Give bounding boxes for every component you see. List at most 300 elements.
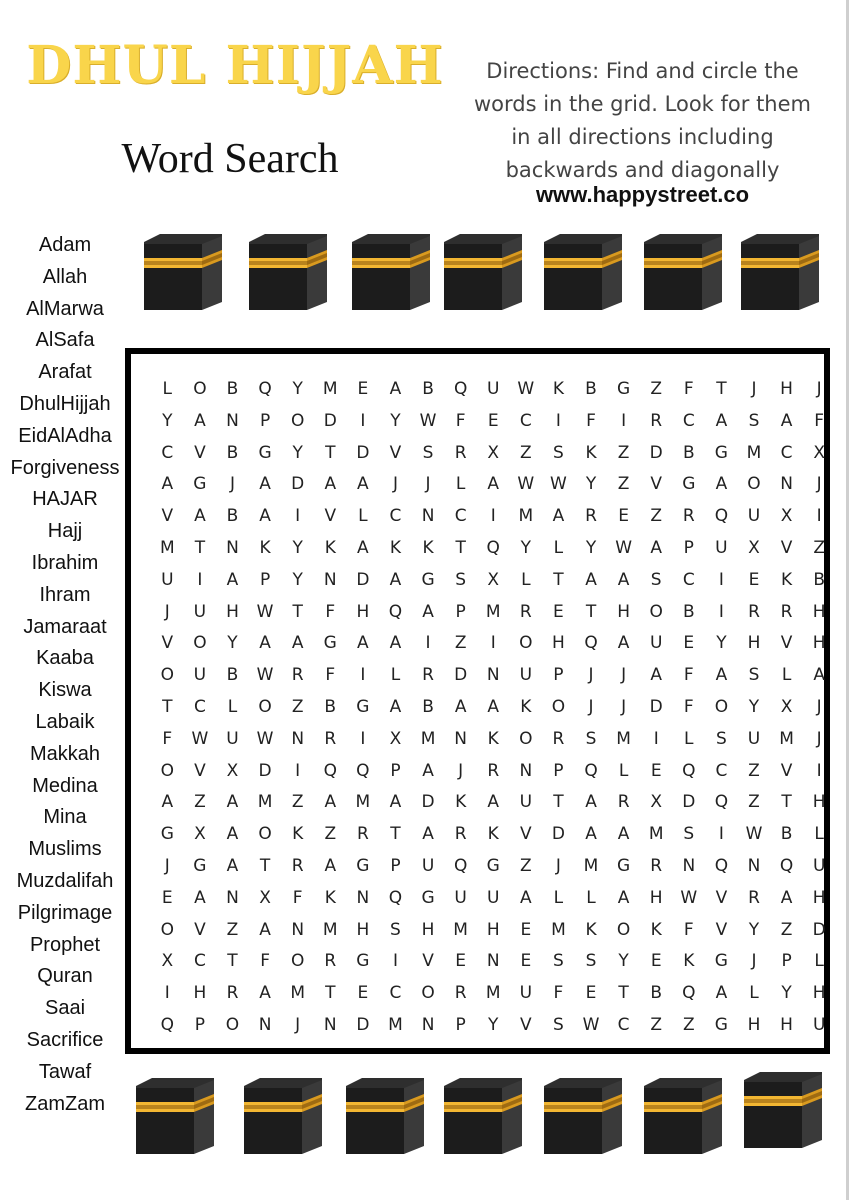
grid-letter[interactable]: A	[617, 887, 630, 908]
grid-letter[interactable]: N	[780, 474, 793, 495]
grid-letter[interactable]: N	[519, 760, 533, 781]
grid-letter[interactable]: I	[718, 601, 724, 622]
grid-letter[interactable]: F	[683, 919, 694, 940]
grid-letter[interactable]: Q	[682, 983, 696, 1004]
grid-letter[interactable]: Z	[813, 537, 825, 558]
grid-letter[interactable]: Q	[584, 760, 598, 781]
grid-letter[interactable]: G	[356, 951, 370, 972]
grid-letter[interactable]: X	[389, 728, 402, 749]
grid-letter[interactable]: X	[813, 442, 825, 463]
grid-letter[interactable]: I	[816, 506, 822, 527]
grid-letter[interactable]: J	[588, 696, 594, 717]
grid-letter[interactable]: L	[684, 728, 694, 749]
grid-letter[interactable]: Y	[292, 442, 303, 463]
grid-letter[interactable]: R	[356, 824, 369, 845]
grid-letter[interactable]: H	[812, 887, 826, 908]
grid-letter[interactable]: Y	[227, 633, 238, 654]
grid-letter[interactable]: E	[520, 919, 532, 940]
grid-letter[interactable]: H	[747, 633, 761, 654]
grid-letter[interactable]: A	[194, 887, 206, 908]
grid-letter[interactable]: M	[159, 537, 175, 558]
grid-letter[interactable]: G	[714, 442, 728, 463]
grid-letter[interactable]: S	[390, 919, 401, 940]
grid-letter[interactable]: O	[160, 919, 174, 940]
grid-letter[interactable]: Z	[617, 442, 630, 463]
grid-letter[interactable]: Y	[781, 983, 792, 1004]
grid-letter[interactable]: Y	[585, 537, 597, 558]
grid-letter[interactable]: P	[390, 855, 401, 876]
grid-letter[interactable]: U	[519, 983, 533, 1004]
grid-letter[interactable]: O	[258, 824, 272, 845]
grid-letter[interactable]: A	[715, 983, 728, 1004]
grid-letter[interactable]: R	[650, 410, 663, 431]
grid-letter[interactable]: A	[487, 474, 500, 495]
grid-letter[interactable]: B	[585, 379, 597, 399]
grid-letter[interactable]: C	[715, 760, 728, 781]
grid-letter[interactable]: M	[485, 601, 501, 622]
grid-letter[interactable]: N	[421, 506, 435, 527]
grid-letter[interactable]: N	[486, 951, 500, 972]
grid-letter[interactable]: H	[780, 1014, 793, 1035]
grid-letter[interactable]: N	[747, 855, 761, 876]
grid-letter[interactable]: B	[422, 379, 434, 399]
grid-letter[interactable]: H	[356, 919, 370, 940]
grid-letter[interactable]: T	[162, 696, 173, 717]
grid-letter[interactable]: P	[781, 951, 792, 972]
grid-letter[interactable]: J	[164, 601, 170, 622]
grid-letter[interactable]: X	[748, 537, 760, 558]
grid-letter[interactable]: O	[258, 696, 272, 717]
grid-letter[interactable]: K	[422, 537, 434, 558]
grid-letter[interactable]: B	[682, 442, 695, 463]
grid-letter[interactable]: I	[360, 665, 366, 686]
grid-letter[interactable]: N	[291, 919, 305, 940]
grid-letter[interactable]: I	[718, 824, 724, 845]
grid-letter[interactable]: K	[781, 569, 793, 590]
grid-letter[interactable]: A	[715, 665, 728, 686]
grid-letter[interactable]: R	[748, 887, 760, 908]
grid-letter[interactable]: S	[553, 1014, 564, 1035]
grid-letter[interactable]: J	[751, 951, 757, 972]
grid-letter[interactable]: I	[425, 633, 431, 654]
grid-letter[interactable]: A	[357, 633, 369, 654]
grid-letter[interactable]: M	[322, 919, 338, 940]
grid-letter[interactable]: S	[748, 665, 760, 686]
grid-letter[interactable]: X	[161, 951, 174, 972]
grid-letter[interactable]: F	[683, 696, 694, 717]
grid-letter[interactable]: P	[194, 1014, 206, 1035]
grid-letter[interactable]: Y	[292, 379, 303, 399]
grid-letter[interactable]: J	[816, 696, 822, 717]
grid-letter[interactable]: R	[291, 665, 304, 686]
grid-letter[interactable]: J	[392, 474, 398, 495]
grid-letter[interactable]: N	[258, 1014, 272, 1035]
grid-letter[interactable]: Z	[520, 855, 532, 876]
grid-letter[interactable]: S	[650, 569, 662, 590]
grid-letter[interactable]: T	[618, 983, 629, 1004]
grid-letter[interactable]: H	[617, 601, 630, 622]
grid-letter[interactable]: H	[747, 1014, 761, 1035]
grid-letter[interactable]: U	[193, 665, 207, 686]
grid-letter[interactable]: E	[618, 506, 629, 527]
grid-letter[interactable]: C	[780, 442, 793, 463]
grid-letter[interactable]: Q	[486, 537, 500, 558]
grid-letter[interactable]: N	[226, 887, 239, 908]
grid-letter[interactable]: Q	[388, 601, 403, 622]
grid-letter[interactable]: T	[292, 601, 303, 622]
grid-letter[interactable]: A	[324, 792, 337, 813]
grid-letter[interactable]: T	[259, 855, 271, 876]
grid-letter[interactable]: J	[164, 855, 170, 876]
grid-letter[interactable]: P	[683, 537, 694, 558]
grid-letter[interactable]: A	[617, 569, 630, 590]
grid-letter[interactable]: R	[324, 951, 337, 972]
grid-letter[interactable]: J	[816, 379, 822, 399]
grid-letter[interactable]: D	[649, 442, 663, 463]
grid-letter[interactable]: E	[748, 569, 760, 590]
grid-letter[interactable]: H	[486, 919, 500, 940]
grid-letter[interactable]: I	[816, 760, 822, 781]
grid-letter[interactable]: P	[390, 760, 401, 781]
grid-letter[interactable]: E	[357, 983, 369, 1004]
grid-letter[interactable]: R	[748, 601, 760, 622]
grid-letter[interactable]: M	[453, 919, 468, 940]
grid-letter[interactable]: N	[323, 1014, 337, 1035]
grid-letter[interactable]: Y	[618, 951, 629, 972]
grid-letter[interactable]: V	[194, 760, 206, 781]
grid-letter[interactable]: L	[553, 887, 564, 908]
grid-letter[interactable]: D	[649, 696, 663, 717]
grid-letter[interactable]: M	[420, 728, 436, 749]
grid-letter[interactable]: M	[257, 792, 273, 813]
grid-letter[interactable]: R	[519, 601, 532, 622]
grid-letter[interactable]: F	[683, 665, 694, 686]
grid-letter[interactable]: V	[520, 1014, 532, 1035]
grid-letter[interactable]: A	[226, 792, 239, 813]
grid-letter[interactable]: C	[682, 410, 695, 431]
grid-letter[interactable]: R	[324, 728, 337, 749]
grid-letter[interactable]: A	[422, 601, 434, 622]
grid-letter[interactable]: C	[519, 410, 532, 431]
grid-letter[interactable]: K	[324, 537, 336, 558]
grid-letter[interactable]: W	[256, 728, 274, 749]
grid-letter[interactable]: H	[421, 919, 435, 940]
grid-letter[interactable]: R	[454, 442, 467, 463]
grid-letter[interactable]: O	[747, 474, 761, 495]
grid-letter[interactable]: L	[455, 474, 466, 495]
grid-letter[interactable]: P	[259, 410, 271, 431]
grid-letter[interactable]: L	[390, 665, 401, 686]
grid-letter[interactable]: M	[290, 983, 305, 1004]
grid-letter[interactable]: A	[552, 506, 565, 527]
grid-letter[interactable]: B	[324, 696, 337, 717]
grid-letter[interactable]: H	[226, 601, 239, 622]
grid-letter[interactable]: X	[487, 442, 500, 463]
grid-letter[interactable]: O	[193, 633, 207, 654]
grid-letter[interactable]: K	[683, 951, 695, 972]
grid-letter[interactable]: A	[389, 792, 402, 813]
grid-letter[interactable]: A	[291, 633, 304, 654]
grid-letter[interactable]: Z	[454, 633, 467, 654]
grid-letter[interactable]: O	[193, 379, 207, 399]
grid-letter[interactable]: M	[648, 824, 664, 845]
grid-letter[interactable]: S	[455, 569, 467, 590]
grid-letter[interactable]: J	[588, 665, 594, 686]
grid-letter[interactable]: R	[454, 824, 467, 845]
grid-letter[interactable]: O	[519, 728, 533, 749]
grid-letter[interactable]: Z	[291, 696, 304, 717]
grid-letter[interactable]: U	[519, 665, 533, 686]
grid-letter[interactable]: A	[259, 474, 271, 495]
grid-letter[interactable]: Z	[650, 506, 663, 527]
grid-letter[interactable]: U	[649, 633, 663, 654]
grid-letter[interactable]: K	[552, 379, 564, 399]
grid-letter[interactable]: B	[226, 379, 239, 399]
grid-letter[interactable]: Q	[714, 506, 729, 527]
grid-letter[interactable]: G	[714, 951, 728, 972]
grid-letter[interactable]: H	[812, 792, 826, 813]
grid-letter[interactable]: J	[295, 1014, 301, 1035]
grid-letter[interactable]: F	[455, 410, 466, 431]
grid-letter[interactable]: Q	[258, 379, 272, 399]
grid-letter[interactable]: A	[161, 792, 174, 813]
grid-letter[interactable]: F	[683, 379, 694, 399]
grid-letter[interactable]: A	[259, 983, 271, 1004]
grid-letter[interactable]: G	[486, 855, 500, 876]
grid-letter[interactable]: T	[227, 951, 238, 972]
grid-letter[interactable]: M	[355, 792, 371, 813]
grid-letter[interactable]: Z	[748, 792, 760, 813]
grid-letter[interactable]: K	[324, 887, 336, 908]
grid-letter[interactable]: A	[422, 824, 434, 845]
grid-letter[interactable]: O	[649, 601, 663, 622]
grid-letter[interactable]: S	[585, 728, 597, 749]
grid-letter[interactable]: A	[389, 696, 402, 717]
grid-letter[interactable]: G	[714, 1014, 728, 1035]
grid-letter[interactable]: A	[324, 474, 337, 495]
grid-letter[interactable]: I	[295, 506, 301, 527]
grid-letter[interactable]: D	[682, 792, 696, 813]
grid-letter[interactable]: Z	[194, 792, 206, 813]
grid-letter[interactable]: U	[487, 887, 500, 908]
grid-letter[interactable]: A	[226, 855, 239, 876]
grid-letter[interactable]: N	[291, 728, 305, 749]
grid-letter[interactable]: H	[552, 633, 565, 654]
grid-letter[interactable]: T	[325, 983, 336, 1004]
grid-letter[interactable]: Q	[584, 633, 598, 654]
grid-letter[interactable]: I	[621, 410, 627, 431]
grid-letter[interactable]: V	[324, 506, 337, 527]
grid-letter[interactable]: P	[259, 569, 271, 590]
grid-letter[interactable]: T	[553, 569, 564, 590]
grid-letter[interactable]: X	[487, 569, 500, 590]
grid-letter[interactable]: J	[816, 474, 822, 495]
grid-letter[interactable]: S	[553, 442, 564, 463]
grid-letter[interactable]: C	[161, 442, 174, 463]
grid-letter[interactable]: A	[389, 633, 402, 654]
grid-letter[interactable]: K	[520, 696, 532, 717]
grid-letter[interactable]: E	[161, 887, 173, 908]
grid-letter[interactable]: S	[422, 442, 434, 463]
grid-letter[interactable]: A	[357, 474, 369, 495]
grid-letter[interactable]: V	[389, 442, 402, 463]
grid-letter[interactable]: Z	[324, 824, 337, 845]
grid-letter[interactable]: G	[682, 474, 696, 495]
grid-letter[interactable]: G	[193, 474, 207, 495]
grid-letter[interactable]: G	[323, 633, 337, 654]
grid-letter[interactable]: O	[160, 665, 174, 686]
grid-letter[interactable]: C	[682, 569, 695, 590]
grid-letter[interactable]: U	[747, 506, 761, 527]
grid-letter[interactable]: Y	[162, 410, 173, 431]
grid-letter[interactable]: Z	[682, 1014, 695, 1035]
grid-letter[interactable]: F	[553, 983, 564, 1004]
grid-letter[interactable]: W	[256, 601, 274, 622]
grid-letter[interactable]: I	[360, 728, 366, 749]
grid-letter[interactable]: J	[229, 474, 235, 495]
grid-letter[interactable]: A	[389, 379, 402, 399]
grid-letter[interactable]: V	[780, 633, 793, 654]
grid-letter[interactable]: R	[780, 601, 793, 622]
grid-letter[interactable]: I	[490, 633, 496, 654]
grid-letter[interactable]: Y	[390, 410, 401, 431]
grid-letter[interactable]: S	[683, 824, 695, 845]
grid-letter[interactable]: L	[781, 665, 792, 686]
grid-letter[interactable]: T	[325, 442, 336, 463]
grid-letter[interactable]: M	[746, 442, 762, 463]
grid-letter[interactable]: A	[585, 824, 597, 845]
grid-letter[interactable]: F	[586, 410, 596, 431]
grid-letter[interactable]: N	[356, 887, 370, 908]
grid-letter[interactable]: V	[650, 474, 663, 495]
grid-letter[interactable]: M	[583, 855, 599, 876]
grid-letter[interactable]: A	[715, 474, 728, 495]
grid-letter[interactable]: A	[780, 410, 793, 431]
grid-letter[interactable]: F	[325, 601, 336, 622]
grid-letter[interactable]: A	[161, 474, 174, 495]
grid-letter[interactable]: N	[323, 569, 337, 590]
grid-letter[interactable]: F	[260, 951, 270, 972]
grid-letter[interactable]: I	[197, 569, 203, 590]
grid-letter[interactable]: J	[555, 855, 561, 876]
grid-letter[interactable]: Q	[356, 760, 370, 781]
grid-letter[interactable]: I	[653, 728, 659, 749]
grid-letter[interactable]: N	[226, 410, 239, 431]
grid-letter[interactable]: A	[194, 410, 206, 431]
grid-letter[interactable]: Z	[617, 474, 630, 495]
grid-letter[interactable]: C	[193, 696, 206, 717]
grid-letter[interactable]: H	[812, 601, 826, 622]
grid-letter[interactable]: Q	[160, 1014, 174, 1035]
grid-letter[interactable]: Z	[520, 442, 532, 463]
grid-letter[interactable]: R	[682, 506, 695, 527]
grid-letter[interactable]: M	[779, 728, 794, 749]
grid-letter[interactable]: W	[419, 410, 437, 431]
grid-letter[interactable]: Q	[323, 760, 337, 781]
grid-letter[interactable]: I	[360, 410, 366, 431]
grid-letter[interactable]: R	[650, 855, 663, 876]
grid-letter[interactable]: A	[585, 569, 597, 590]
grid-letter[interactable]: T	[455, 537, 466, 558]
grid-letter[interactable]: X	[650, 792, 663, 813]
grid-letter[interactable]: Z	[291, 792, 304, 813]
grid-letter[interactable]: O	[551, 696, 566, 717]
grid-letter[interactable]: A	[715, 410, 728, 431]
grid-letter[interactable]: V	[715, 887, 728, 908]
grid-letter[interactable]: R	[617, 792, 630, 813]
grid-letter[interactable]: A	[259, 919, 271, 940]
grid-letter[interactable]: E	[683, 633, 695, 654]
grid-letter[interactable]: C	[389, 983, 402, 1004]
grid-letter[interactable]: A	[324, 855, 337, 876]
grid-letter[interactable]: X	[780, 506, 793, 527]
grid-letter[interactable]: N	[486, 665, 500, 686]
grid-letter[interactable]: W	[191, 728, 209, 749]
grid-letter[interactable]: H	[780, 379, 793, 399]
grid-letter[interactable]: M	[322, 379, 338, 399]
grid-letter[interactable]: W	[256, 665, 274, 686]
grid-letter[interactable]: V	[715, 919, 728, 940]
grid-letter[interactable]: A	[454, 696, 467, 717]
grid-letter[interactable]: S	[553, 951, 564, 972]
grid-letter[interactable]: Y	[748, 696, 760, 717]
grid-letter[interactable]: H	[356, 601, 370, 622]
grid-letter[interactable]: L	[521, 569, 531, 590]
grid-letter[interactable]: Q	[388, 887, 403, 908]
grid-letter[interactable]: U	[747, 728, 761, 749]
grid-letter[interactable]: B	[650, 983, 663, 1004]
grid-letter[interactable]: N	[682, 855, 696, 876]
grid-letter[interactable]: C	[454, 506, 467, 527]
grid-letter[interactable]: E	[650, 951, 662, 972]
grid-letter[interactable]: F	[292, 887, 303, 908]
grid-letter[interactable]: G	[160, 824, 174, 845]
grid-letter[interactable]: B	[422, 696, 434, 717]
grid-letter[interactable]: M	[485, 983, 501, 1004]
grid-letter[interactable]: G	[617, 855, 631, 876]
grid-letter[interactable]: T	[781, 792, 792, 813]
grid-letter[interactable]: T	[585, 601, 597, 622]
grid-letter[interactable]: L	[162, 379, 173, 399]
grid-letter[interactable]: B	[813, 569, 825, 590]
grid-letter[interactable]: L	[814, 824, 824, 845]
grid-letter[interactable]: A	[194, 506, 206, 527]
grid-letter[interactable]: L	[227, 696, 238, 717]
grid-letter[interactable]: V	[520, 824, 532, 845]
grid-letter[interactable]: I	[490, 506, 496, 527]
grid-letter[interactable]: Y	[748, 919, 760, 940]
grid-letter[interactable]: L	[749, 983, 759, 1004]
grid-letter[interactable]: O	[225, 1014, 240, 1035]
grid-letter[interactable]: U	[715, 537, 728, 558]
grid-letter[interactable]: U	[193, 601, 207, 622]
grid-letter[interactable]: P	[553, 665, 564, 686]
grid-letter[interactable]: L	[358, 506, 368, 527]
grid-letter[interactable]: A	[226, 569, 239, 590]
grid-letter[interactable]: G	[356, 855, 370, 876]
grid-letter[interactable]: R	[291, 855, 304, 876]
grid-letter[interactable]: A	[259, 633, 271, 654]
grid-letter[interactable]: T	[553, 792, 564, 813]
grid-letter[interactable]: W	[615, 537, 633, 558]
grid-letter[interactable]: B	[226, 442, 239, 463]
grid-letter[interactable]: S	[585, 951, 597, 972]
grid-letter[interactable]: Q	[714, 855, 729, 876]
grid-letter[interactable]: W	[550, 474, 567, 495]
grid-letter[interactable]: A	[422, 760, 434, 781]
grid-letter[interactable]: G	[356, 696, 370, 717]
grid-letter[interactable]: A	[259, 506, 271, 527]
